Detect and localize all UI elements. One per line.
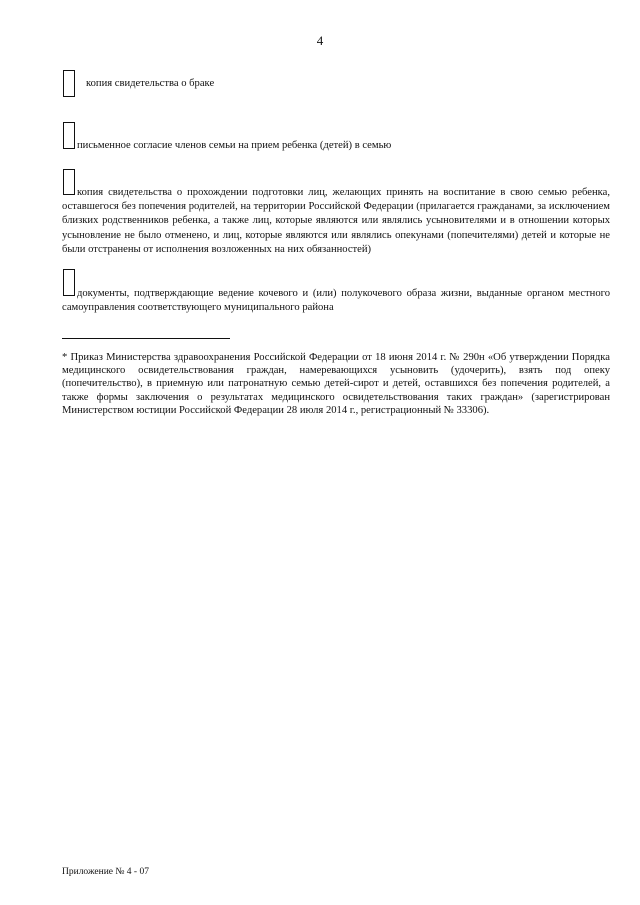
footnote-separator [62, 338, 230, 339]
item-marriage-certificate: копия свидетельства о браке [86, 78, 215, 89]
item-family-consent: письменное согласие членов семьи на прием ребенка (детей) в семью [77, 140, 392, 151]
page-number: 4 [316, 33, 324, 48]
checkbox-marriage-certificate[interactable] [63, 70, 75, 97]
checkbox-family-consent[interactable] [63, 122, 75, 149]
item-nomadic-documents: документы, подтверждающие ведение кочевого и (или) полукочевого образа жизни, выданные органом местного самоуправления соответствующего муниципального района [62, 288, 610, 314]
footnote: * Приказ Министерства здравоохранения Российской Федерации от 18 июня 2014 г. № 290н «Об утверждении Порядка медицинского освидетельствования граждан, намеревающихся усыновить (удочерить), взять под опеку (попечительство), в приемную или патронатную семью детей-сирот и детей, оставшихся без попечения родителей, а также формы заключения о результатах медицинского освидетельствования таких граждан» (зарегистрирован Министерством юстиции Российской Федерации 28 июля 2014 г., регистрационный № 33306). [62, 352, 610, 416]
item-training-certificate: копия свидетельства о прохождении подготовки лиц, желающих принять на воспитание в свою семью ребенка, оставшегося без попечения родителей, на территории Российской Федерации (прилагается гражданами, за исключением близких родственников ребенка, а также лиц, которые являются или являлись усыновителями и в отношении которых усыновление не было отменено, и лиц, которые являются или являлись опекунами (попечителями) детей и которые не были отстранены от исполнения возложенных на них обязанностей) [62, 187, 610, 255]
appendix-label: Приложение № 4 - 07 [62, 867, 149, 877]
